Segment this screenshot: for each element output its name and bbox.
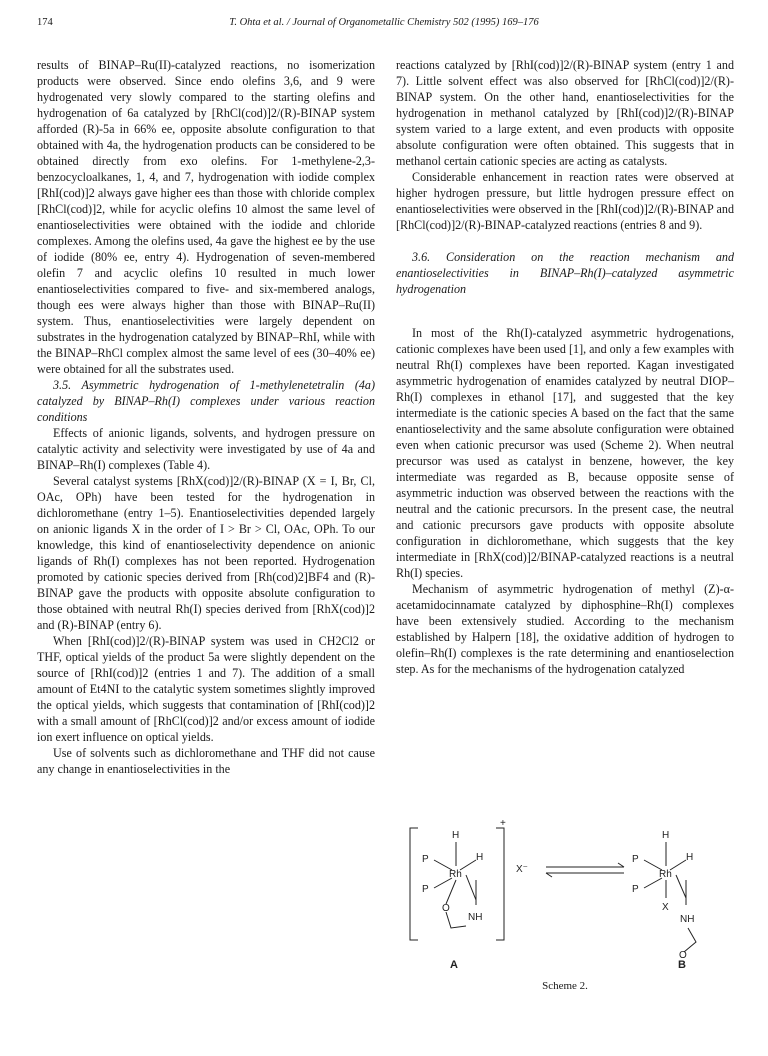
atom-rh-label: Rh — [659, 869, 672, 880]
scheme-2-figure — [396, 780, 734, 1005]
right-column — [396, 57, 734, 677]
paragraph: In most of the Rh(I)-catalyzed asymmetric hydrogenations, cationic complexes have been used [1], and only a few examples with neutral Rh(I) complexes have been reported. Kagan investigated asymmetric hydrogenation of enamides catalyzed by neutral DIOP–Rh(I) complexes in ethanol [17], and suggested that the key intermediate is the cationic species A based on the fact that the same enantioselectivity and the same absolute configuration were obtained even when cationic precursor was used (Scheme 2). When neutral precursor was used as catalyst in benzene, however, the key intermediate was regarded as B, because opposite sense of asymmetric induction was observed between the reactions with the neutral and the cationic precursors. In the present case, the neutral and cationic precursors gave products with opposite absolute configuration in dichloromethane, which suggests that the key intermediate in [RhX(cod)]2/BINAP-catalyzed reactions is a neutral Rh(I) species. — [396, 326, 734, 580]
charge-plus: + — [500, 818, 506, 829]
page-number: 174 — [37, 17, 53, 28]
atom-nh-label: NH — [468, 912, 483, 923]
paragraph: Several catalyst systems [RhX(cod)]2/(R)-BINAP (X = I, Br, Cl, OAc, OPh) have been tested for the hydrogenation in dichloromethane (entry 1–5). Enantioselectivities depended largely on anionic ligands X in the order of I > Br > Cl, OAc, OPh. To our knowledge, this kind of enantioselectivity dependence on anionic ligands of Rh(I) complexes has not been reported. Hydrogenation promoted by cationic species derived from [Rh(cod)2]BF4 and (R)-BINAP gave the products with opposite absolute configuration to those obtained with neutral Rh(I) species derived from [RhX(cod)]2 and (R)-BINAP (entry 6). — [37, 474, 375, 632]
atom-o-label: O — [679, 950, 687, 961]
right-bracket — [496, 828, 504, 940]
section-heading: 3.6. Consideration on the reaction mechanism and enantioselectivities in BINAP–Rh(I)–catalyzed asymmetric hydrogenation — [396, 250, 734, 296]
scheme-2-drawing — [396, 780, 734, 980]
atom-x-label: X — [662, 902, 669, 913]
paragraph: Considerable enhancement in reaction rates were observed at higher hydrogen pressure, but little hydrogen pressure effect on enantioselectivities were observed in the [RhI(cod)]2/(R)-BINAP and [RhCl(cod)]2/(R)-BINAP-catalyzed reactions (entries 8 and 9). — [396, 170, 734, 232]
paragraph: Use of solvents such as dichloromethane and THF did not cause any change in enantioselectivities in the — [37, 746, 375, 776]
left-bracket — [410, 828, 418, 940]
running-title: T. Ohta et al. / Journal of Organometallic Chemistry 502 (1995) 169–176 — [229, 17, 539, 28]
complex-b-label: B — [678, 959, 686, 971]
page-header — [37, 14, 731, 32]
atom-h-label: H — [662, 830, 670, 841]
atom-p-label: P — [422, 854, 429, 865]
left-column — [37, 57, 375, 777]
atom-p-label: P — [632, 884, 639, 895]
counter-ion-label: X⁻ — [516, 864, 528, 875]
paragraph: reactions catalyzed by [RhI(cod)]2/(R)-BINAP system (entry 1 and 7). Little solvent effect was also observed for [RhCl(cod)]2/(R)-BINAP system. On the other hand, enantioselectivities for the hydrogenation in methanol catalyzed by [RhI(cod)]2/(R)-BINAP system varied to a large extent, and even products with opposite absolute configuration were often obtained. This suggests that in methanol certain cationic species are acting as catalysts. — [396, 58, 734, 168]
complex-a-label: A — [450, 959, 458, 971]
section-heading: 3.5. Asymmetric hydrogenation of 1-methylenetetralin (4a) catalyzed by BINAP–Rh(I) complexes under various reaction conditions — [37, 378, 375, 424]
atom-nh-label: NH — [680, 914, 695, 925]
atom-o-label: O — [442, 903, 450, 914]
atom-h-label: H — [476, 852, 484, 863]
atom-p-label: P — [422, 884, 429, 895]
scheme-caption: Scheme 2. — [542, 980, 588, 992]
paragraph: Effects of anionic ligands, solvents, and hydrogen pressure on catalytic activity and selectivity were investigated by use of 4a and BINAP–Rh(I) complexes (Table 4). — [37, 426, 375, 472]
paragraph: When [RhI(cod)]2/(R)-BINAP system was used in CH2Cl2 or THF, optical yields of the product 5a were slightly dependent on the source of [RhI(cod)]2 (entries 1 and 7). The addition of a small amount of Et4NI to the catalytic system sometimes slightly improved the optical yields, which suggests that contamination of [RhI(cod)]2 with a small amount of [RhCl(cod)]2 and/or excess amount of iodide ion exert influence on optical yields. — [37, 634, 375, 744]
atom-h-label: H — [686, 852, 694, 863]
paragraph: results of BINAP–Ru(II)-catalyzed reactions, no isomerization products were observed. Since endo olefins 3,6, and 9 were hydrogenated very slowly compared to the starting olefins and hydrogenation of 6a catalyzed by [RhCl(cod)]2/(R)-BINAP system afforded (R)-5a in 66% ee, opposite absolute configuration to that obtained with 4a, the hydrogenation products can be considered to be obtained directly from exo olefins. For 1-methylene-2,3-benzocycloalkanes, 1, 4, and 7, hydrogenation with iodide complex [RhI(cod)]2 always gave higher ees than those with chloride complex [RhCl(cod)]2, while for acyclic olefins 10 almost the same level of enantioselectivities were obtained with the iodide and chloride complexes. Among the olefins used, 4a gave the highest ee by the use of iodide (80% ee, entry 4). Hydrogenation of seven-membered olefin 7 and acyclic olefins 10 resulted in much lower enantioselectivities compared to five- and six-membered analogs, though ees were always higher than those with BINAP–Ru(II) system. Thus, enantioselectivities were largely dependent on substrates in the hydrogenation catalyzed by BINAP–RhI, while with the BINAP–RhCl complex almost the same level of ees (30–40% ee) were obtained for all the substrates used. — [37, 58, 375, 376]
atom-h-label: H — [452, 830, 460, 841]
paragraph: Mechanism of asymmetric hydrogenation of methyl (Z)-α-acetamidocinnamate catalyzed by diphosphine–Rh(I) complexes have been extensively studied. According to the mechanism established by Halpern [18], the oxidative addition of hydrogen to olefin–Rh(I) complexes is the rate determining and enantioselection step. As for the mechanisms of the hydrogenation catalyzed — [396, 582, 734, 676]
atom-p-label: P — [632, 854, 639, 865]
atom-rh-label: Rh — [449, 869, 462, 880]
